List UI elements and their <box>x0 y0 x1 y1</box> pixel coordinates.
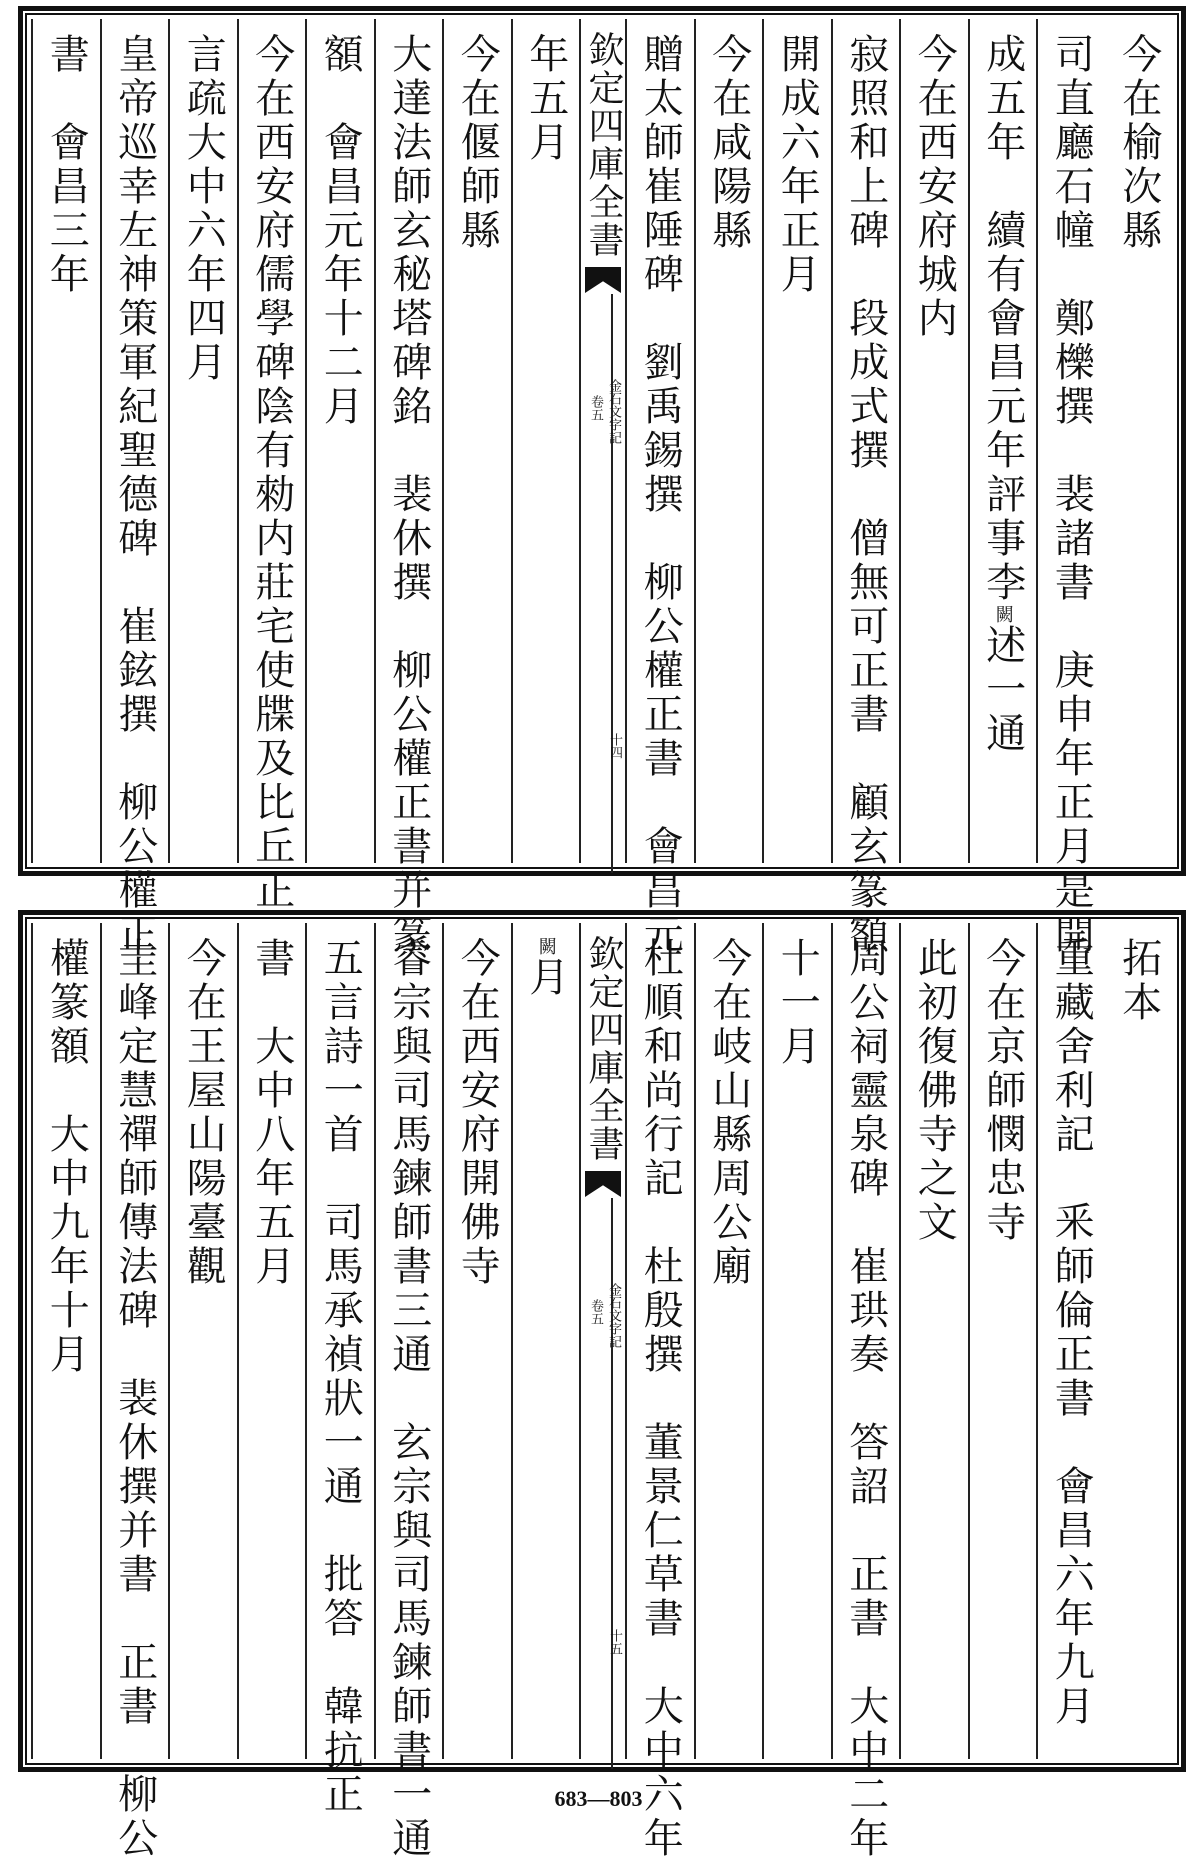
text-column <box>442 923 511 1759</box>
text-column <box>1105 19 1174 863</box>
text-column <box>305 19 374 863</box>
column-text: 睿宗與司馬鍊師書三通 玄宗與司馬鍊師書一通 <box>385 937 432 1861</box>
column-text: 圭峰定慧禪師傳法碑 裴休撰并書 正書 柳公 <box>111 937 158 1861</box>
column-text: 今在京師憫忠寺 <box>979 937 1026 1245</box>
top-page-frame <box>18 6 1186 957</box>
text-column <box>831 19 900 957</box>
column-text: 書 大中八年五月 <box>248 937 295 1289</box>
text-column <box>511 19 580 863</box>
text-column <box>237 923 306 1759</box>
text-column <box>31 19 100 863</box>
column-text: 寂照和上碑 段成式撰 僧無可正書 顧玄篆額 <box>842 33 889 957</box>
column-text: 十一月 <box>774 937 821 1069</box>
banner-juan: 卷五 <box>588 395 603 421</box>
page-footer-number: 683—803 <box>554 1786 643 1811</box>
text-column <box>168 923 237 1759</box>
column-text: 闕月 <box>522 937 569 1000</box>
top-columns <box>31 19 1173 957</box>
banner-title: 欽定四庫全書 <box>583 31 624 259</box>
lacuna-note: 闕 <box>992 605 1014 624</box>
text-column <box>625 923 694 1861</box>
column-text: 年五月 <box>522 33 569 165</box>
banner-juan: 卷五 <box>588 1299 603 1325</box>
column-text: 皇帝巡幸左神策軍紀聖德碑 崔鉉撰 柳公權正 <box>111 33 158 957</box>
column-text: 今在王屋山陽臺觀 <box>180 937 227 1289</box>
text-column <box>511 923 580 1759</box>
banner-book-title: 金石文字記 <box>606 379 621 444</box>
column-text: 今在榆次縣 <box>1115 33 1162 253</box>
banner-page-number: 十五 <box>607 1629 622 1655</box>
text-column <box>762 923 831 1759</box>
text-column <box>442 19 511 863</box>
column-text: 大達法師玄秘塔碑銘 裴休撰 柳公權正書并篆 <box>385 33 432 957</box>
column-text: 杜順和尚行記 杜殷撰 董景仁草書 大中六年 <box>637 937 684 1861</box>
fishtail-mark-icon <box>585 267 621 293</box>
text-column <box>100 923 169 1861</box>
column-text: 書 會昌三年 <box>43 33 90 297</box>
column-text: 五言詩一首 司馬承禎狀一通 批答 韓抗正 <box>317 937 364 1817</box>
column-text: 今在咸陽縣 <box>705 33 752 253</box>
column-text: 此初復佛寺之文 <box>911 937 958 1245</box>
text-column <box>899 19 968 863</box>
text-column <box>1036 923 1105 1759</box>
column-text: 開成六年正月 <box>774 33 821 297</box>
text-column <box>968 923 1037 1759</box>
column-text: 周公祠靈泉碑 崔珙奏 答詔 正書 大中二年 <box>842 937 889 1861</box>
text-column <box>100 19 169 957</box>
column-text: 權篆額 大中九年十月 <box>43 937 90 1377</box>
text-column <box>1105 923 1174 1759</box>
fishtail-mark-icon <box>585 1171 621 1197</box>
column-text: 今在西安府開佛寺 <box>454 937 501 1289</box>
column-text: 額 會昌元年十二月 <box>317 33 364 429</box>
center-banner <box>579 923 625 1759</box>
text-column <box>899 923 968 1759</box>
column-text: 重藏舍利記 釆師倫正書 會昌六年九月 <box>1048 937 1095 1729</box>
column-text: 今在西安府儒學碑陰有勑内莊宅使牒及比丘正 <box>248 33 295 913</box>
center-banner <box>579 19 625 863</box>
banner-book-title: 金石文字記 <box>606 1283 621 1348</box>
text-column <box>694 923 763 1759</box>
column-text: 拓本 <box>1115 937 1162 1025</box>
column-text: 贈太師崔陲碑 劉禹錫撰 柳公權正書 會昌元 <box>637 33 684 957</box>
text-column <box>305 923 374 1817</box>
lacuna-note: 闕 <box>535 937 557 956</box>
column-text: 今在偃師縣 <box>454 33 501 253</box>
column-text: 今在西安府城内 <box>911 33 958 341</box>
text-column <box>762 19 831 863</box>
column-text: 言疏大中六年四月 <box>180 33 227 385</box>
banner-title: 欽定四庫全書 <box>583 935 624 1163</box>
text-column <box>968 19 1037 863</box>
text-column <box>168 19 237 863</box>
text-column <box>831 923 900 1861</box>
text-column <box>374 19 443 957</box>
column-text: 司直廳石幢 鄭櫟撰 裴諸書 庚申年正月是開 <box>1048 33 1095 957</box>
text-column <box>625 19 694 957</box>
banner-page-number: 十四 <box>607 733 622 759</box>
text-column <box>237 19 306 913</box>
text-column <box>31 923 100 1759</box>
text-column <box>374 923 443 1861</box>
column-text: 今在岐山縣周公廟 <box>705 937 752 1289</box>
text-column <box>1036 19 1105 957</box>
column-text: 成五年 續有會昌元年評事李闕述一通 <box>979 33 1026 756</box>
text-column <box>694 19 763 863</box>
